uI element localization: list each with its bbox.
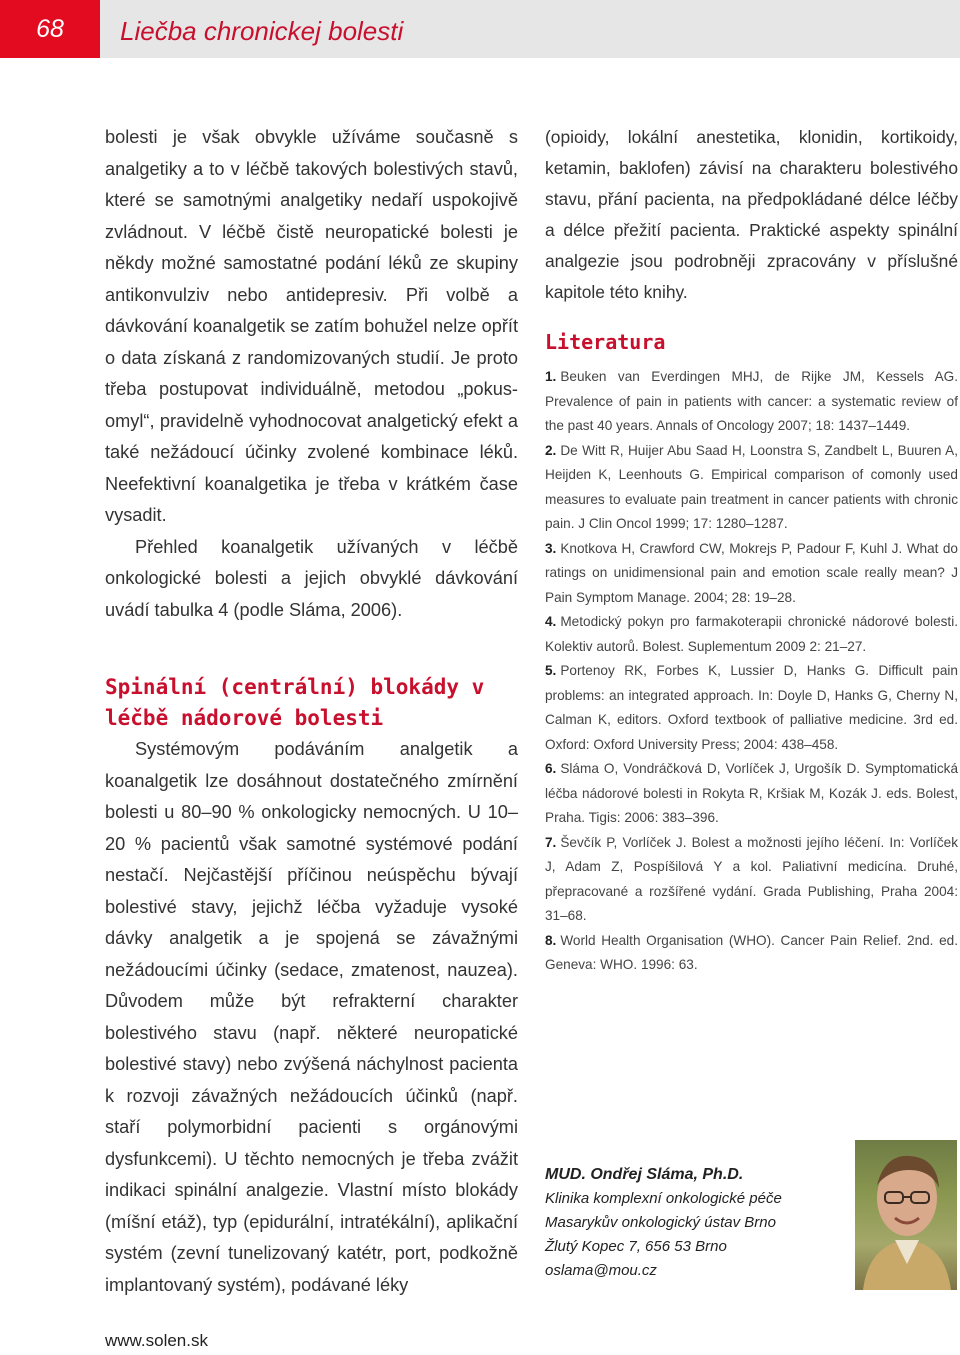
reference-item: 8. World Health Organisation (WHO). Cancer Pain Relief. 2nd. ed. Geneva: WHO. 1996: 63. <box>545 932 958 972</box>
author-name: MUD. Ondřej Sláma, Ph.D. <box>545 1166 744 1183</box>
paragraph-continuation: (opioidy, lokální anestetika, klonidin, kortikoidy, ketamin, baklofen) závisí na charakteru bolestivého stavu, přání pacienta, na předpokládané délce léčby a délce přežití pacienta. Praktické aspekty spinální analgezie jsou podrobněji zpracovány v příslušné kapitole této knihy. <box>545 127 958 302</box>
paragraph-spinal-analgesia: Systémovým podáváním analgetik a koanalgetik lze dosáhnout dostatečného zmírnění bolesti u 80–90 % onkologicky nemocných. U 10–20 % pacientů však samotné systémové podání nestačí. Nejčastější příčinou neúspěchu bývají bolestivé stavy, jejichž léčba vyžaduje vysoké dávky analgetik a je spojená se závažnými nežádoucími účinky (sedace, zmatenost, nauzea). Důvodem může být refrakterní charakter bolestivého stavu (např. některé neuropatické bolestivé stavy) nebo zvýšená náchylnost pacienta k rozvoji závažných nežádoucích účinků (např. staří polymorbidní pacienti s orgánovými dysfunkcemi). U těchto nemocných je třeba zvážit indikaci spinální analgezie. Vlastní místo blokády (míšní etáž), typ (epidurální, intratékální), aplikační systém (zevní tunelizovaný katétr, port, podkožně implantovaný systém), podávané léky <box>105 739 518 1295</box>
section-heading-spinal-blockades: Spinální (centrální) blokády v léčbě nádorové bolesti <box>105 675 485 730</box>
reference-item: 5. Portenoy RK, Forbes K, Lussier D, Hanks G. Difficult pain problems: an integrated approach. In: Doyle D, Hanks G, Cherny N, Calman K, editors. Oxford textbook of palliative medicine. 3rd ed. Oxford: Oxford University Press; 2004: 438–458. <box>545 663 958 752</box>
footer-url[interactable]: www.solen.sk <box>105 1331 208 1350</box>
paragraph-table-reference: Přehled koanalgetik užívaných v léčbě onkologické bolesti a jejich obvyklé dávkování uvádí tabulka 4 (podle Sláma, 2006). <box>105 536 518 620</box>
reference-item: 2. De Witt R, Huijer Abu Saad H, Loonstra S, Zandbelt L, Buuren A, Heijden K, Leenhouts G. Empirical comparison of comonly used measures to evaluate pain treatment in cancer patients with chronic pain. J Clin Oncol 1999; 17: 1280–1287. <box>545 442 958 531</box>
page-header <box>0 0 960 58</box>
author-block <box>545 1163 835 1283</box>
author-institution: Masarykův onkologický ústav Brno <box>545 1214 776 1231</box>
author-photo <box>855 1140 957 1290</box>
reference-item: 4. Metodický pokyn pro farmakoterapii chronické nádorové bolesti. Kolektiv autorů. Bolest. Suplementum 2009 2: 21–27. <box>545 614 958 654</box>
literature-heading: Literatura <box>545 330 666 354</box>
reference-item: 7. Ševčík P, Vorlíček J. Bolest a možnosti jejího léčení. In: Vorlíček J, Adam Z, Pospíšilová Y a kol. Paliativní medicína. Druhé, přepracované a rozšířené vydání. Grada Publishing, Praha 2004: 31–68. <box>545 834 958 923</box>
author-email[interactable]: oslama@mou.cz <box>545 1262 657 1279</box>
author-portrait-icon <box>855 1140 957 1290</box>
right-column <box>545 122 958 978</box>
author-address: Žlutý Kopec 7, 656 53 Brno <box>545 1238 727 1255</box>
reference-list <box>545 365 958 978</box>
reference-item: 3. Knotkova H, Crawford CW, Mokrejs P, Padour F, Kuhl J. What do ratings on unidimensional pain and emotion scale really mean? J Pain Symptom Manage. 2004; 28: 19–28. <box>545 540 958 605</box>
author-affiliation: Klinika komplexní onkologické péče <box>545 1190 782 1207</box>
reference-item: 1. Beuken van Everdingen MHJ, de Rijke JM, Kessels AG. Prevalence of pain in patients with cancer: a systematic review of the past 40 years. Annals of Oncology 2007; 18: 1437–1449. <box>545 369 958 433</box>
reference-item: 6. Sláma O, Vondráčková D, Vorlíček J, Urgošík D. Symptomatická léčba nádorové bolesti in Rokyta R, Kršiak M, Kozák J. eds. Bolest, Praha. Tigis: 2006: 383–396. <box>545 761 958 825</box>
left-column <box>105 122 518 1301</box>
page-number: 68 <box>0 0 100 58</box>
running-title: Liečba chronickej bolesti <box>120 16 404 46</box>
paragraph-coanalgesics: bolesti je však obvykle užíváme současně s analgetiky a to v léčbě takových bolestivých stavů, které se samotnými analgetiky nedaří uspokojivě zvládnout. V léčbě čistě neuropatické bolesti je někdy možné samostatné podání léků ze skupiny antikonvulziv nebo antidepresiv. Při volbě a dávkování koanalgetik se zatím bohužel nelze opřít o data získaná z randomizovaných studií. Je proto třeba postupovat individuálně, metodou „pokus-omyl“, pravidelně vyhodnocovat analgetický efekt a také nežádoucí účinky zvolené kombinace léků. Neefektivní koanalgetika je třeba v krátkém čase vysadit. <box>105 127 518 525</box>
